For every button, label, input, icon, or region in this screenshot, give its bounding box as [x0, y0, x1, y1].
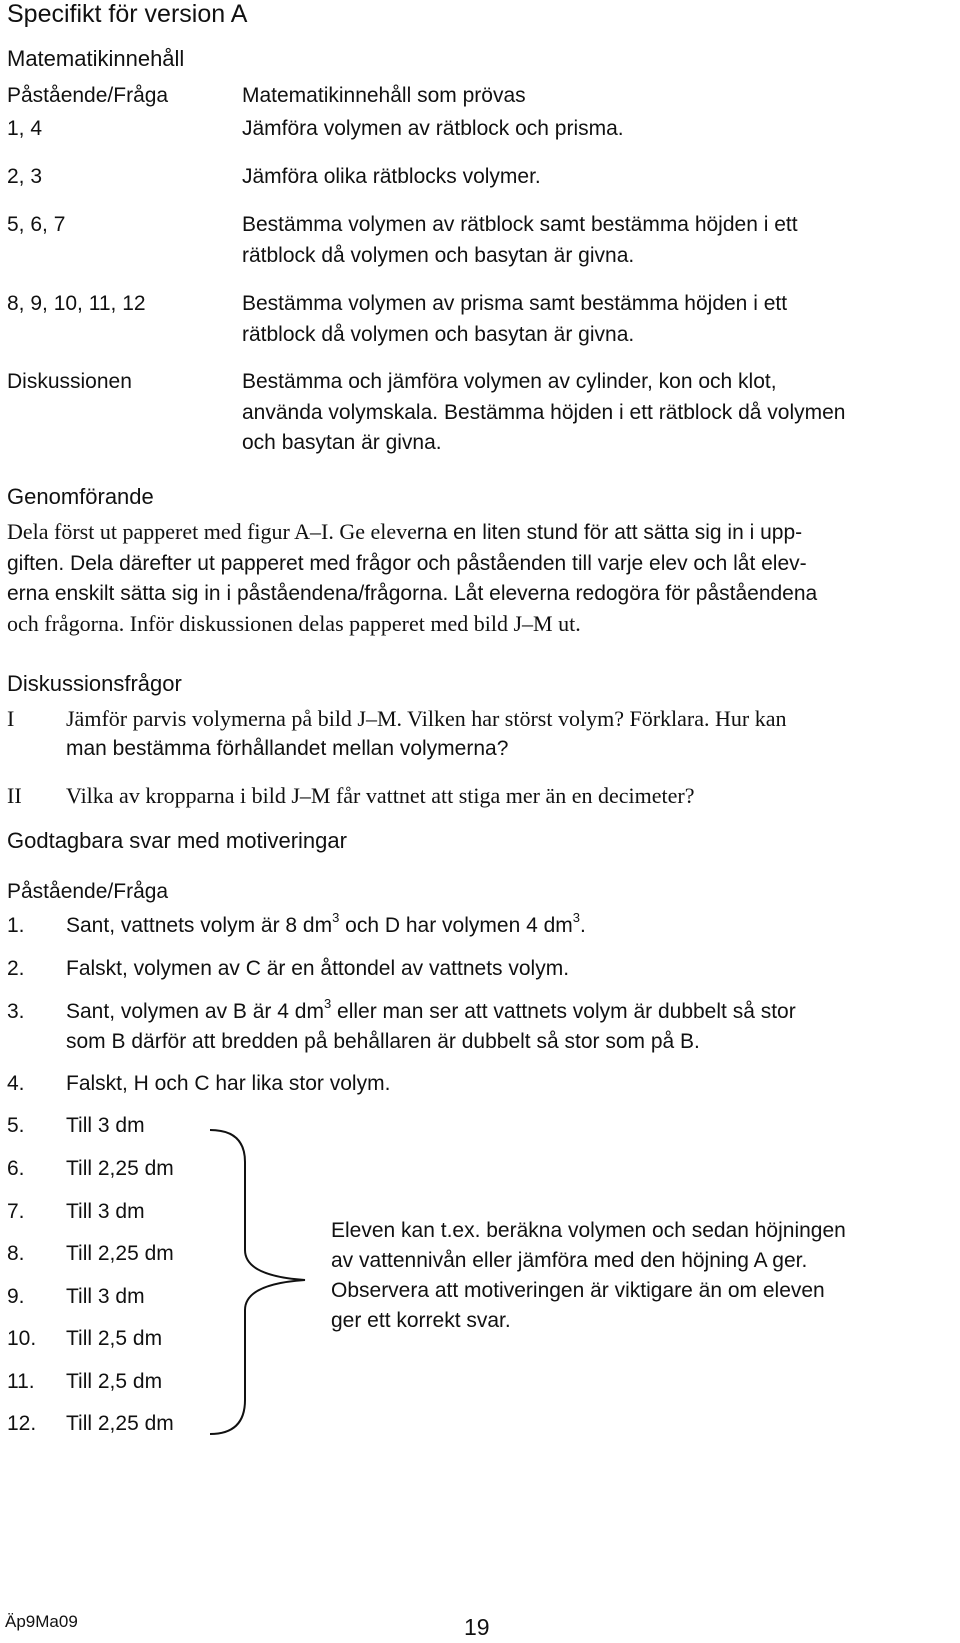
- procedure-title: Genomförande: [7, 484, 154, 509]
- answer-text: [66, 910, 586, 944]
- row-text: Bestämma volymen av prisma samt bestämma höjden i ett: [242, 292, 788, 315]
- answer-number: 1.: [7, 914, 25, 937]
- list-item-number: 6.: [7, 1157, 25, 1180]
- list-item-number: 12.: [7, 1412, 37, 1435]
- question-text: man bestämma förhållandet mellan volymerna?: [66, 737, 509, 760]
- row-text: rätblock då volymen och basytan är givna.: [242, 323, 635, 346]
- list-item-text: Till 3 dm: [66, 1285, 145, 1308]
- answer-text-part: Sant, vattnets volym är 8 dm: [66, 914, 333, 937]
- answers-subtitle: Påstående/Fråga: [7, 880, 169, 903]
- superscript: 3: [572, 910, 581, 925]
- list-item-number: 5.: [7, 1114, 25, 1137]
- row-text: Jämföra volymen av rätblock och prisma.: [242, 117, 624, 140]
- note-line: ger ett korrekt svar.: [331, 1309, 511, 1332]
- list-item-number: 7.: [7, 1200, 25, 1223]
- row-text: rätblock då volymen och basytan är givna.: [242, 244, 635, 267]
- answer-text-part: eller man ser att vattnets volym är dubbelt så stor: [331, 1000, 796, 1023]
- procedure-line-1: [7, 516, 802, 549]
- note-line: av vattennivån eller jämföra med den höjning A ger.: [331, 1249, 808, 1272]
- answer-text: Falskt, H och C har lika stor volym.: [66, 1072, 391, 1095]
- question-text: Vilka av kropparna i bild J–M får vattnet att stiga mer än en decimeter?: [66, 783, 695, 808]
- list-item-text: Till 2,25 dm: [66, 1412, 174, 1435]
- discussion-title: Diskussionsfrågor: [7, 671, 182, 696]
- superscript: 3: [332, 910, 340, 925]
- procedure-text: Dela först ut papperet med figur A–I. Ge eleve: [7, 519, 417, 544]
- answer-number: 2.: [7, 957, 25, 980]
- answer-number: 3.: [7, 1000, 25, 1023]
- page-number: 19: [464, 1614, 490, 1640]
- curly-brace-icon: [205, 1128, 315, 1438]
- list-item-text: Till 3 dm: [66, 1200, 145, 1223]
- row-items: 1, 4: [7, 117, 43, 140]
- answers-title: Godtagbara svar med motiveringar: [7, 828, 347, 853]
- row-items: 2, 3: [7, 165, 43, 188]
- row-text: Jämföra olika rätblocks volymer.: [242, 165, 541, 188]
- answer-text: som B därför att bredden på behållaren är dubbelt så stor som på B.: [66, 1030, 700, 1053]
- row-items: 5, 6, 7: [7, 213, 66, 236]
- answer-text-part: Sant, volymen av B är 4 dm: [66, 1000, 324, 1023]
- list-item-text: Till 2,5 dm: [66, 1370, 163, 1393]
- note-line: Eleven kan t.ex. beräkna volymen och sedan höjningen: [331, 1219, 846, 1242]
- row-text: använda volymskala. Bestämma höjden i ett rätblock då volymen: [242, 401, 846, 424]
- page-heading: Specifikt för version A: [7, 0, 248, 28]
- list-item-text: Till 2,5 dm: [66, 1327, 163, 1350]
- row-text: Bestämma och jämföra volymen av cylinder, kon och klot,: [242, 370, 777, 393]
- procedure-line-3: erna enskilt sätta sig in i påståendena/frågorna. Låt eleverna redogöra för påståendena: [7, 582, 818, 605]
- procedure-text: rna en liten stund för att sätta sig in i upp-: [416, 521, 803, 544]
- answer-text: [66, 996, 796, 1030]
- footer-code: Äp9Ma09: [5, 1612, 78, 1631]
- row-items: Diskussionen: [7, 370, 132, 393]
- row-text: Bestämma volymen av rätblock samt bestämma höjden i ett: [242, 213, 798, 236]
- answer-text-part: och D har volymen 4 dm: [339, 914, 573, 937]
- list-item-number: 11.: [7, 1370, 35, 1393]
- note-line: Observera att motiveringen är viktigare än om eleven: [331, 1279, 825, 1302]
- list-item-text: Till 3 dm: [66, 1114, 145, 1137]
- answer-text: Falskt, volymen av C är en åttondel av vattnets volym.: [66, 957, 570, 980]
- procedure-line-4: och frågorna. Inför diskussionen delas papperet med bild J–M ut.: [7, 611, 581, 636]
- question-number: II: [7, 783, 22, 808]
- row-text: och basytan är givna.: [242, 431, 442, 454]
- question-text: Jämför parvis volymerna på bild J–M. Vilken har störst volym? Förklara. Hur kan: [66, 706, 787, 731]
- list-item-number: 10.: [7, 1327, 37, 1350]
- list-item-text: Till 2,25 dm: [66, 1242, 174, 1265]
- answer-number: 4.: [7, 1072, 25, 1095]
- procedure-line-2: giften. Dela därefter ut papperet med frågor och påståenden till varje elev och låt elev-: [7, 552, 807, 575]
- content-title: Matematikinnehåll: [7, 46, 185, 71]
- list-item-text: Till 2,25 dm: [66, 1157, 174, 1180]
- col-left-header: Påstående/Fråga: [7, 84, 169, 107]
- answer-text-part: .: [580, 914, 586, 937]
- question-number: I: [7, 706, 15, 731]
- list-item-number: 8.: [7, 1242, 25, 1265]
- row-items: 8, 9, 10, 11, 12: [7, 292, 146, 315]
- superscript: 3: [323, 996, 332, 1011]
- list-item-number: 9.: [7, 1285, 25, 1308]
- col-right-header: Matematikinnehåll som prövas: [242, 84, 526, 107]
